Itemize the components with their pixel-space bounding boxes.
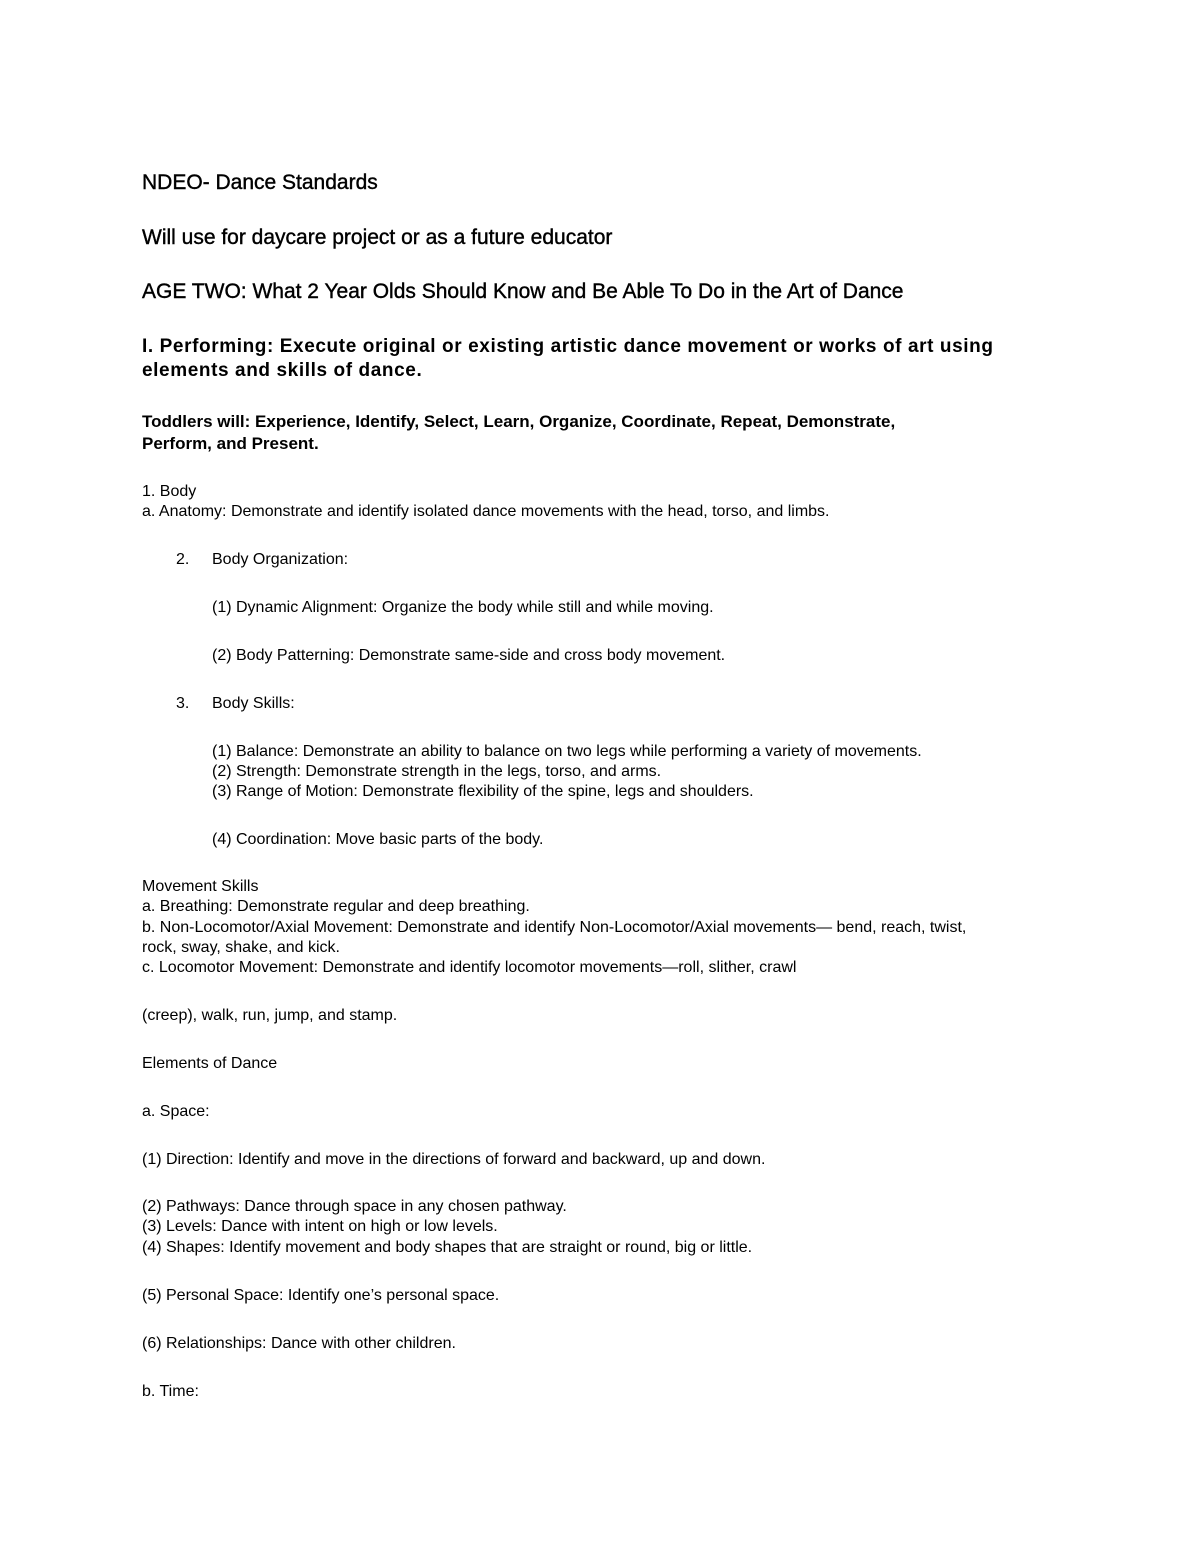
toddlers-line1: Toddlers will: Experience, Identify, Select, Learn, Organize, Coordinate, Repeat, Demonstrate,	[142, 412, 896, 431]
range-of-motion-text: (3) Range of Motion: Demonstrate flexibility of the spine, legs and shoulders.	[212, 783, 754, 800]
locomotor-line2: (creep), walk, run, jump, and stamp.	[142, 1007, 398, 1024]
non-locomotor-line2: rock, sway, shake, and kick.	[142, 939, 340, 956]
dynamic-alignment-text: (1) Dynamic Alignment: Organize the body while still and while moving.	[212, 599, 714, 616]
movement-skills-heading: Movement Skills	[142, 878, 259, 895]
pathways-text: (2) Pathways: Dance through space in any chosen pathway.	[142, 1198, 567, 1215]
body-skills-item	[176, 694, 295, 714]
age-heading: AGE TWO: What 2 Year Olds Should Know and Be Able To Do in the Art of Dance	[142, 280, 904, 303]
space-heading: a. Space:	[142, 1103, 210, 1120]
performing-heading-line1: I. Performing: Execute original or existing artistic dance movement or works of art using	[142, 336, 994, 357]
non-locomotor-line1: b. Non-Locomotor/Axial Movement: Demonstrate and identify Non-Locomotor/Axial movements— bend, reach, twist,	[142, 919, 967, 936]
performing-heading-line2: elements and skills of dance.	[142, 360, 423, 381]
anatomy-text: a. Anatomy: Demonstrate and identify isolated dance movements with the head, torso, and limbs.	[142, 503, 830, 520]
list-number: 3.	[176, 695, 190, 712]
body-organization-item	[176, 550, 348, 570]
strength-text: (2) Strength: Demonstrate strength in the legs, torso, and arms.	[212, 763, 662, 780]
relationships-text: (6) Relationships: Dance with other children.	[142, 1335, 456, 1352]
personal-space-text: (5) Personal Space: Identify one’s personal space.	[142, 1287, 500, 1304]
coordination-text: (4) Coordination: Move basic parts of the body.	[212, 831, 544, 848]
document-subtitle: Will use for daycare project or as a future educator	[142, 226, 613, 249]
direction-text: (1) Direction: Identify and move in the directions of forward and backward, up and down.	[142, 1151, 766, 1168]
body-skills-label: Body Skills:	[212, 695, 295, 712]
levels-text: (3) Levels: Dance with intent on high or low levels.	[142, 1218, 498, 1235]
body-organization-label: Body Organization:	[212, 551, 349, 568]
body-patterning-text: (2) Body Patterning: Demonstrate same-side and cross body movement.	[212, 647, 726, 664]
list-number: 2.	[176, 551, 190, 568]
breathing-text: a. Breathing: Demonstrate regular and deep breathing.	[142, 898, 530, 915]
time-heading: b. Time:	[142, 1383, 199, 1400]
document-title: NDEO- Dance Standards	[142, 171, 378, 194]
shapes-text: (4) Shapes: Identify movement and body shapes that are straight or round, big or little.	[142, 1239, 753, 1256]
elements-heading: Elements of Dance	[142, 1055, 278, 1072]
balance-text: (1) Balance: Demonstrate an ability to balance on two legs while performing a variety of movements.	[212, 743, 922, 760]
body-heading: 1. Body	[142, 483, 197, 500]
locomotor-line1: c. Locomotor Movement: Demonstrate and identify locomotor movements—roll, slither, crawl	[142, 959, 797, 976]
toddlers-line2: Perform, and Present.	[142, 434, 319, 453]
